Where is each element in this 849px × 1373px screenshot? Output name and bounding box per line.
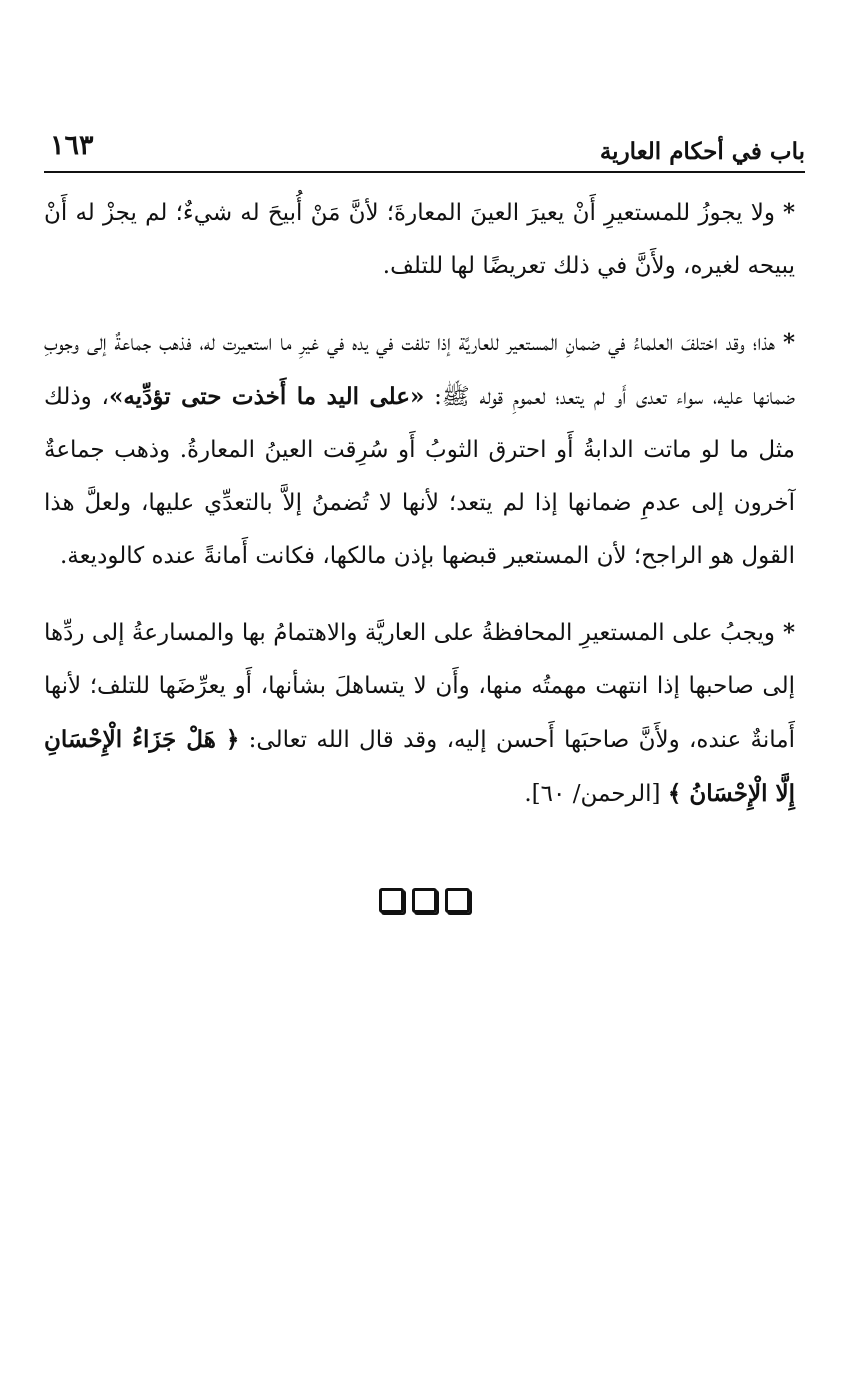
square-ornament-icon <box>412 888 437 913</box>
quran-verse: ﴿ هَلْ جَزَاءُ الْإِحْسَانِ إِلَّا الْإِحْسَانُ ﴾ <box>44 726 795 807</box>
paragraph-2-text-before: هذا؛ وقد اختلفَ العلماءُ في ضمانِ المستعير للعاريَّة إذا تلفت في يده في غيرِ ما استعيرت له، فذهب جماعةٌ إلى وجوبِ ضمانها عليه، سواء تعدى أَو لم يتعد؛ لعمومِ قوله ﷺ: <box>44 330 795 410</box>
paragraph-3-text-before: ويجبُ على المستعيرِ المحافظةُ على العاريَّة والاهتمامُ بها والمسارعةُ إلى ردِّها إلى صاحبها إذا انتهت مهمتُه منها، وأَن لا يتساهلَ بشأنها، أَو يعرِّضَها للتلف؛ لأنها أَمانةٌ عنده، ولأَنَّ صاحبَها أَحسن إليه، وقد قال الله تعالى: <box>44 620 795 753</box>
paragraph-2-text-after: ، وذلك مثل ما لو ماتت الدابةُ أَو احترق الثوبُ أَو سُرِقت العينُ المعارةُ. وذهب جماعةٌ آخرون إلى عدمِ ضمانها إذا لم يتعد؛ لأنها لا تُضمنُ إلاَّ بالتعدِّي عليها، ولعلَّ هذا القول هو الراجح؛ لأن المستعير قبضها بإذن مالكها، فكانت أَمانةً عنده كالوديعة. <box>44 384 795 569</box>
paragraph-1 <box>44 186 795 293</box>
verse-reference: [الرحمن/ ٦٠]. <box>524 781 668 807</box>
chapter-title: باب في أحكام العارية <box>599 138 805 165</box>
paragraph-2 <box>44 316 795 583</box>
body-text <box>44 186 795 844</box>
hadith-quote: «على اليد ما أَخذت حتى تؤدِّيه» <box>108 383 425 410</box>
header-divider <box>44 171 805 173</box>
page-number: ١٦٣ <box>50 130 94 161</box>
end-of-section-marks <box>0 888 849 913</box>
bullet-asterisk: * <box>782 199 795 226</box>
bullet-asterisk: * <box>782 619 795 646</box>
page-header <box>44 128 805 172</box>
square-ornament-icon <box>445 888 470 913</box>
paragraph-3 <box>44 606 795 821</box>
square-ornament-icon <box>379 888 404 913</box>
paragraph-1-text: ولا يجوزُ للمستعيرِ أَنْ يعيرَ العينَ المعارةَ؛ لأنَّ مَنْ أُبيحَ له شيءٌ؛ لم يجزْ له أَنْ يبيحه لغيره، ولأَنَّ في ذلك تعريضًا لها للتلف. <box>44 200 795 279</box>
bullet-asterisk: * <box>782 329 795 356</box>
